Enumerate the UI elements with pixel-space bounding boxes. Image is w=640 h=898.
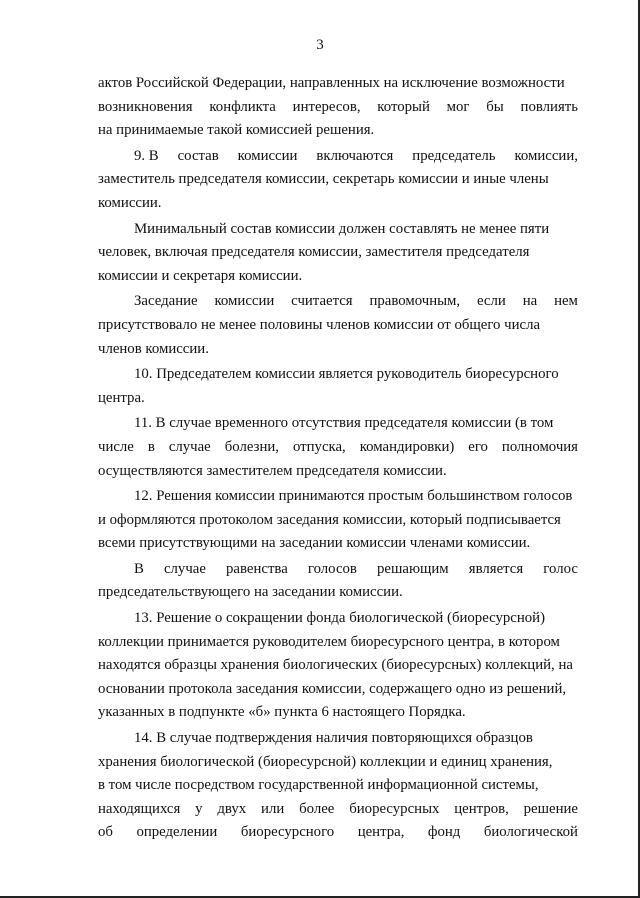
word: находящихся xyxy=(98,800,181,817)
word: определении xyxy=(136,824,218,841)
word: болезни, xyxy=(224,438,279,455)
word: фонд xyxy=(427,824,461,841)
word: конфликта xyxy=(209,98,276,115)
word: В xyxy=(134,560,144,577)
paragraph xyxy=(98,218,578,289)
text-line xyxy=(98,290,578,314)
text-line: комиссии. xyxy=(98,194,162,211)
word: двух xyxy=(217,800,247,817)
word: возникновения xyxy=(98,98,193,115)
word: биологической xyxy=(483,824,578,841)
page-number: 3 xyxy=(316,37,324,53)
paragraph xyxy=(98,412,578,483)
word: его xyxy=(468,438,488,455)
word: нем xyxy=(554,293,578,310)
word: интересов, xyxy=(292,98,361,115)
text-line: актов Российской Федерации, направленных на исключение возможности xyxy=(98,75,565,91)
word: более xyxy=(299,800,335,817)
word: мог xyxy=(446,98,470,115)
word: повлиять xyxy=(520,98,578,115)
word: биоресурсных xyxy=(349,800,440,817)
word: комиссии, xyxy=(514,147,578,164)
text-line: 11. В случае временного отсутствия председателя комиссии (в том xyxy=(134,415,554,432)
paragraph xyxy=(98,145,578,216)
text-line xyxy=(98,145,578,169)
word: бы xyxy=(486,98,504,115)
word: состав xyxy=(177,147,219,164)
document-body xyxy=(98,72,578,845)
paragraph xyxy=(98,607,578,725)
text-line: коллекции принимается руководителем биоресурсного центра, в котором xyxy=(98,633,560,650)
word: у xyxy=(195,800,203,817)
word: правомочным, xyxy=(369,293,461,310)
paragraph xyxy=(98,363,578,410)
word: командировки) xyxy=(359,438,455,455)
word: включаются xyxy=(316,147,394,164)
text-line: комиссии и секретаря комиссии. xyxy=(98,267,303,284)
word: председатель xyxy=(412,147,496,164)
paragraph xyxy=(98,558,578,605)
word: голос xyxy=(543,560,578,577)
text-line: присутствовало не менее половины членов комиссии от общего числа xyxy=(98,316,541,333)
word: полномочия xyxy=(501,438,578,455)
paragraph xyxy=(98,72,578,143)
word: является xyxy=(468,560,524,577)
text-line xyxy=(98,798,578,822)
text-line xyxy=(98,558,578,582)
word: центра, xyxy=(357,824,405,841)
word: считается xyxy=(291,293,353,310)
text-line: Минимальный состав комиссии должен составлять не менее пяти xyxy=(134,220,550,237)
word: числе xyxy=(98,438,134,455)
text-line: 13. Решение о сокращении фонда биологической (биоресурсной) xyxy=(134,610,546,627)
text-line: в том числе посредством государственной информационной системы, xyxy=(98,777,539,794)
text-line: центра. xyxy=(98,389,145,406)
text-line xyxy=(98,96,578,120)
paragraph xyxy=(98,485,578,556)
word: случае xyxy=(168,438,211,455)
word: решающим xyxy=(377,560,449,577)
text-line: человек, включая председателя комиссии, заместителя председателя xyxy=(98,244,530,261)
word: голосов xyxy=(307,560,357,577)
word: решение xyxy=(523,800,578,817)
text-line: заместитель председателя комиссии, секретарь комиссии и иные члены xyxy=(98,171,549,188)
paragraph xyxy=(98,727,578,845)
text-line xyxy=(98,821,578,845)
text-line: хранения биологической (биоресурсной) коллекции и единиц хранения, xyxy=(98,753,553,770)
word: центров, xyxy=(454,800,509,817)
word: комиссии xyxy=(214,293,275,310)
text-line: указанных в подпункте «б» пункта 6 настоящего Порядка. xyxy=(98,704,466,721)
text-line: всеми присутствующими на заседании комиссии членами комиссии. xyxy=(98,535,531,552)
word: отпуска, xyxy=(292,438,346,455)
text-line: на принимаемые такой комиссией решения. xyxy=(98,122,375,139)
word: Заседание xyxy=(134,293,198,310)
text-line: и оформляются протоколом заседания комиссии, который подписывается xyxy=(98,511,561,528)
word: биоресурсного xyxy=(240,824,335,841)
text-line: членов комиссии. xyxy=(98,340,209,357)
word: об xyxy=(98,824,113,841)
word: случае xyxy=(163,560,206,577)
text-line: осуществляются заместителем председателя комиссии. xyxy=(98,462,447,479)
word: 9. В xyxy=(134,147,159,164)
text-line: председательствующего на заседании комиссии. xyxy=(98,584,403,601)
text-line: основании протокола заседания комиссии, содержащего одно из решений, xyxy=(98,680,567,697)
text-line: 10. Председателем комиссии является руководитель биоресурсного xyxy=(134,366,559,383)
word: или xyxy=(261,800,285,817)
word: в xyxy=(147,438,155,455)
word: равенства xyxy=(226,560,288,577)
text-line xyxy=(98,436,578,460)
paragraph xyxy=(98,290,578,361)
word: комиссии xyxy=(237,147,298,164)
word: который xyxy=(377,98,430,115)
text-line: находятся образцы хранения биологических (биоресурсных) коллекций, на xyxy=(98,657,573,674)
word: если xyxy=(477,293,506,310)
word: на xyxy=(522,293,538,310)
text-line: 14. В случае подтверждения наличия повторяющихся образцов xyxy=(134,730,533,747)
text-line: 12. Решения комиссии принимаются простым большинством голосов xyxy=(134,488,573,505)
